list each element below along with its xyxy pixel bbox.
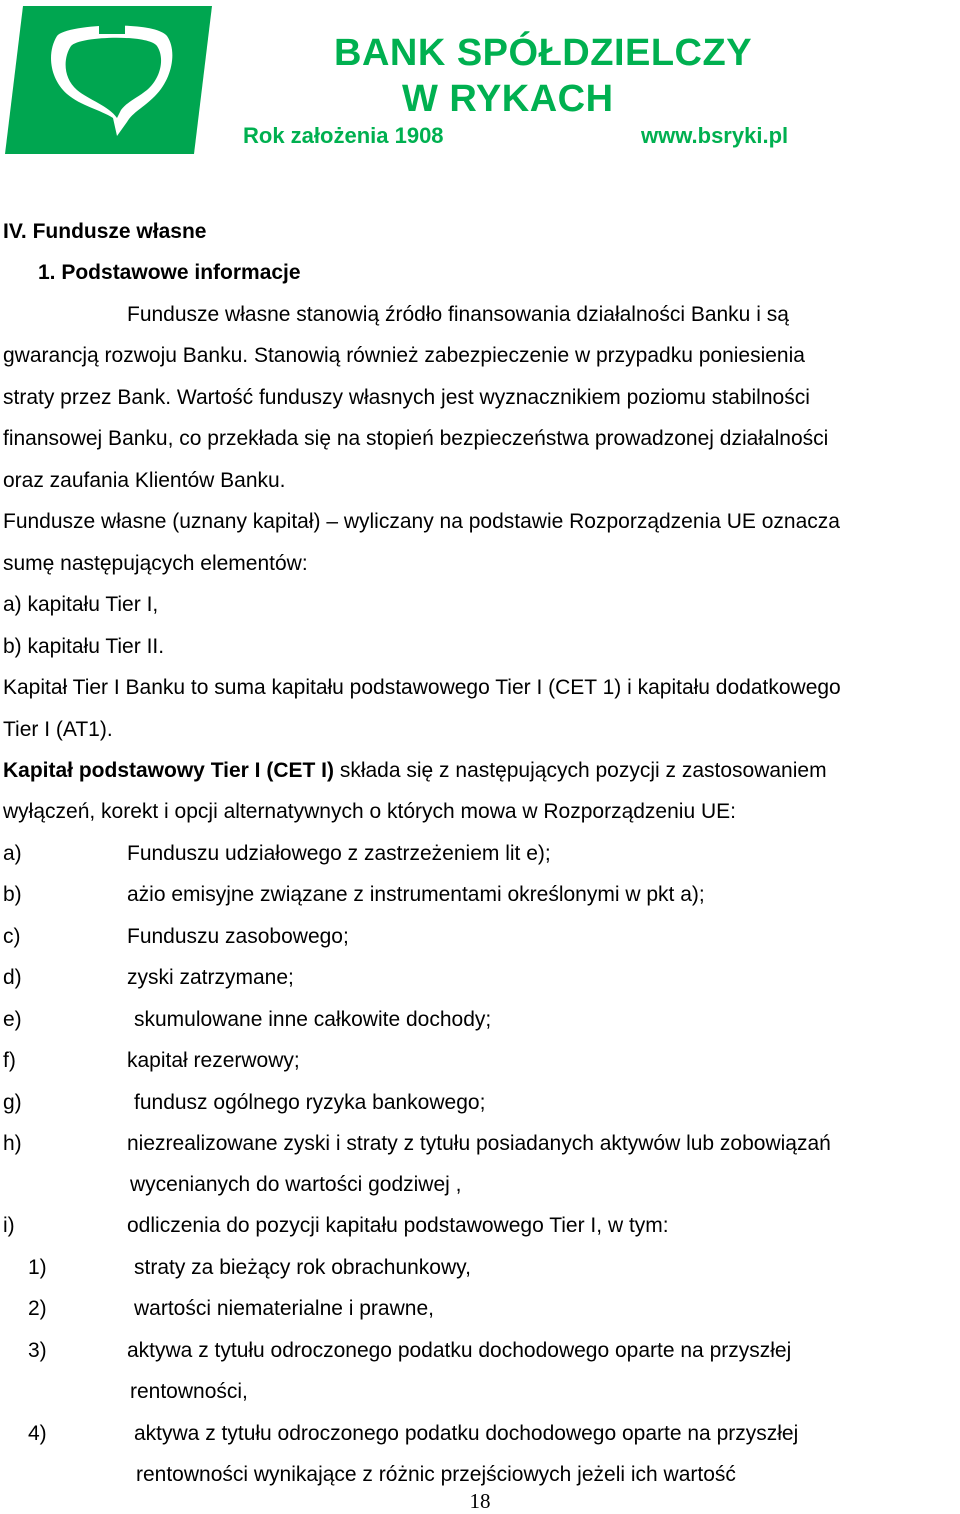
founded-year: Rok założenia 1908 [243, 123, 444, 148]
sublist-item-continuation: rentowności, [130, 1380, 248, 1403]
list-item-continuation: wycenianych do wartości godziwej , [130, 1173, 462, 1196]
paragraph-line: b) kapitału Tier II. [3, 635, 165, 658]
paragraph-text: składa się z następujących pozycji z zastosowaniem [334, 759, 827, 782]
list-marker: h) [3, 1132, 22, 1155]
sublist-item: straty za bieżący rok obrachunkowy, [134, 1256, 471, 1279]
paragraph-line: Kapitał Tier I Banku to suma kapitału podstawowego Tier I (CET 1) i kapitału dodatkowego [3, 676, 841, 699]
bank-name-line1: BANK SPÓŁDZIELCZY [334, 32, 753, 74]
list-marker: a) [3, 842, 22, 865]
list-item: Funduszu udziałowego z zastrzeżeniem lit e); [127, 842, 551, 865]
paragraph-line: straty przez Bank. Wartość funduszy własnych jest wyznacznikiem poziomu stabilności [3, 386, 810, 409]
list-item: fundusz ogólnego ryzyka bankowego; [134, 1091, 486, 1114]
sublist-item: aktywa z tytułu odroczonego podatku dochodowego oparte na przyszłej [134, 1422, 799, 1445]
website-link[interactable]: www.bsryki.pl [641, 123, 789, 148]
paragraph-line: Tier I (AT1). [3, 718, 113, 741]
list-item: skumulowane inne całkowite dochody; [134, 1008, 492, 1031]
sublist-item-continuation: rentowności wynikające z różnic przejściowych jeżeli ich wartość [136, 1463, 736, 1486]
list-marker: i) [3, 1214, 15, 1237]
list-item: kapitał rezerwowy; [127, 1049, 300, 1072]
bank-name [334, 30, 752, 122]
list-marker: c) [3, 925, 21, 948]
bank-logo [5, 6, 212, 154]
sublist-marker: 1) [28, 1256, 47, 1279]
section-subtitle: 1. Podstawowe informacje [38, 261, 301, 284]
paragraph-line: sumę następujących elementów: [3, 552, 308, 575]
paragraph-line: oraz zaufania Klientów Banku. [3, 469, 286, 492]
paragraph-line: gwarancją rozwoju Banku. Stanowią również zabezpieczenie w przypadku poniesienia [3, 344, 805, 367]
paragraph-line: finansowej Banku, co przekłada się na stopień bezpieczeństwa prowadzonej działalności [3, 427, 829, 450]
list-item: odliczenia do pozycji kapitału podstawowego Tier I, w tym: [127, 1214, 669, 1237]
list-marker: g) [3, 1091, 22, 1114]
list-item: ażio emisyjne związane z instrumentami określonymi w pkt a); [127, 883, 705, 906]
paragraph-line: Fundusze własne (uznany kapitał) – wyliczany na podstawie Rozporządzenia UE oznacza [3, 510, 840, 533]
paragraph-line: a) kapitału Tier I, [3, 593, 159, 616]
list-marker: d) [3, 966, 22, 989]
list-item: niezrealizowane zyski i straty z tytułu posiadanych aktywów lub zobowiązań [127, 1132, 831, 1155]
paragraph-line: wyłączeń, korekt i opcji alternatywnych o których mowa w Rozporządzeniu UE: [3, 800, 736, 823]
page-number: 18 [469, 1489, 491, 1513]
bold-term: Kapitał podstawowy Tier I (CET I) [3, 759, 334, 782]
bank-name-line2: W RYKACH [402, 78, 614, 120]
paragraph-line: Fundusze własne stanowią źródło finansowania działalności Banku i są [127, 303, 789, 326]
sublist-marker: 3) [28, 1339, 47, 1362]
list-marker: f) [3, 1049, 16, 1072]
list-item: zyski zatrzymane; [127, 966, 294, 989]
sublist-marker: 2) [28, 1297, 47, 1320]
paragraph-line [3, 758, 827, 784]
sublist-item: wartości niematerialne i prawne, [134, 1297, 434, 1320]
section-title: IV. Fundusze własne [3, 220, 207, 243]
sublist-item: aktywa z tytułu odroczonego podatku dochodowego oparte na przyszłej [127, 1339, 792, 1362]
list-item: Funduszu zasobowego; [127, 925, 349, 948]
sublist-marker: 4) [28, 1422, 47, 1445]
list-marker: b) [3, 883, 22, 906]
list-marker: e) [3, 1008, 22, 1031]
